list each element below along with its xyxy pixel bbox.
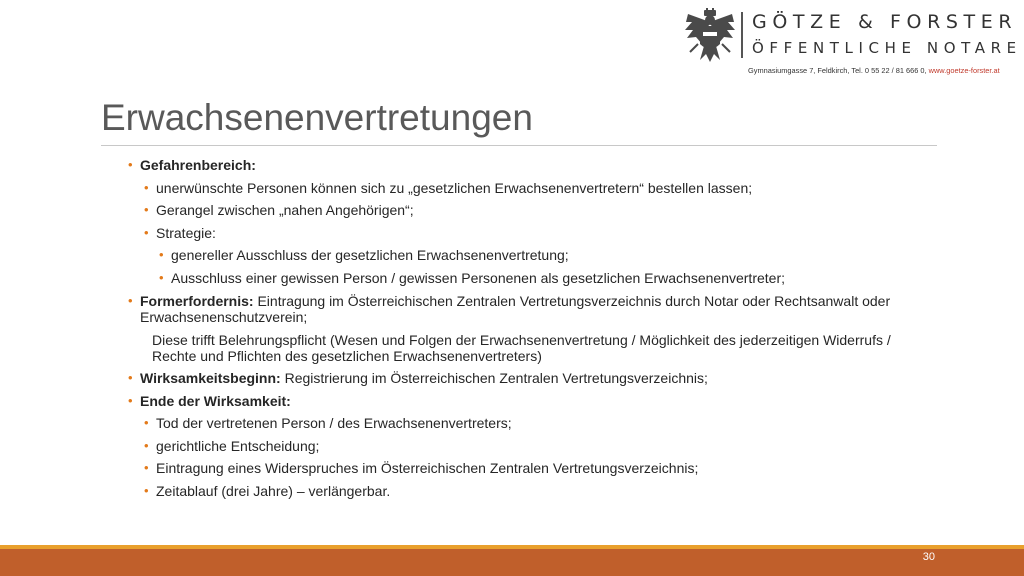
- bullet-icon: •: [159, 247, 164, 262]
- gefahren-label: Gefahrenbereich:: [140, 157, 256, 173]
- list-item-gefahrenbereich: [140, 157, 935, 173]
- list-item: gerichtliche Entscheidung;: [156, 438, 320, 454]
- contact-address: [748, 66, 1000, 75]
- list-item-wirksamkeitsbeginn: [140, 370, 935, 386]
- list-item: Zeitablauf (drei Jahre) – verlängerbar.: [156, 483, 391, 499]
- wirk-text: Registrierung im Österreichischen Zentralen Vertretungsverzeichnis;: [280, 370, 708, 386]
- footer-bar: [0, 549, 1024, 576]
- bullet-icon: •: [144, 180, 149, 195]
- logo-divider: [741, 12, 743, 58]
- ende-label: Ende der Wirksamkeit:: [140, 393, 291, 409]
- slide-title: Erwachsenenvertretungen: [101, 97, 533, 138]
- bullet-icon: •: [144, 438, 149, 453]
- page-number: 30: [922, 551, 935, 563]
- bullet-icon: •: [144, 460, 149, 475]
- list-item: Gerangel zwischen „nahen Angehörigen“;: [156, 202, 414, 218]
- address-text: Gymnasiumgasse 7, Feldkirch, Tel. 0 55 22 / 81 666 0,: [748, 66, 929, 75]
- list-item: unerwünschte Personen können sich zu „gesetzlichen Erwachsenenvertretern“ bestellen lassen;: [156, 180, 753, 196]
- website-link[interactable]: www.goetze-forster.at: [928, 66, 1000, 75]
- bullet-icon: •: [128, 293, 133, 308]
- list-item: Strategie:: [156, 225, 216, 241]
- list-item-ende: [140, 393, 935, 409]
- austrian-eagle-icon: [684, 8, 736, 64]
- list-item: Tod der vertretenen Person / des Erwachsenenvertreters;: [156, 415, 512, 431]
- bullet-icon: •: [128, 157, 133, 172]
- bullet-icon: •: [159, 270, 164, 285]
- form-label: Formerfordernis:: [140, 293, 254, 309]
- list-item: genereller Ausschluss der gesetzlichen Erwachsenenvertretung;: [171, 247, 569, 263]
- wirk-label: Wirksamkeitsbeginn:: [140, 370, 281, 386]
- form-text: Eintragung im Österreichischen Zentralen Vertretungsverzeichnis durch Notar oder Rechtsanwalt oder Erwachsenenschutzverein;: [140, 293, 891, 325]
- bullet-icon: •: [144, 202, 149, 217]
- belehrung-note: Diese trifft Belehrungspflicht (Wesen und Folgen der Erwachsenenvertretung / Möglichkeit des jederzeitigen Widerrufs / Rechte und Pflichten des gesetzlichen Erwachsenenvertreters): [152, 332, 891, 364]
- bullet-icon: •: [144, 225, 149, 240]
- list-item-formerfordernis: [140, 293, 935, 325]
- bullet-icon: •: [144, 415, 149, 430]
- bullet-icon: •: [144, 483, 149, 498]
- list-item: Ausschluss einer gewissen Person / gewissen Personenen als gesetzlichen Erwachsenenvertreter;: [171, 270, 785, 286]
- bullet-icon: •: [128, 393, 133, 408]
- brand-subtitle: ÖFFENTLICHE NOTARE: [752, 39, 1022, 57]
- brand-name: GÖTZE & FORSTER: [752, 11, 1018, 33]
- list-item: Eintragung eines Widerspruches im Österreichischen Zentralen Vertretungsverzeichnis;: [156, 460, 699, 476]
- bullet-icon: •: [128, 370, 133, 385]
- title-divider: [101, 145, 937, 146]
